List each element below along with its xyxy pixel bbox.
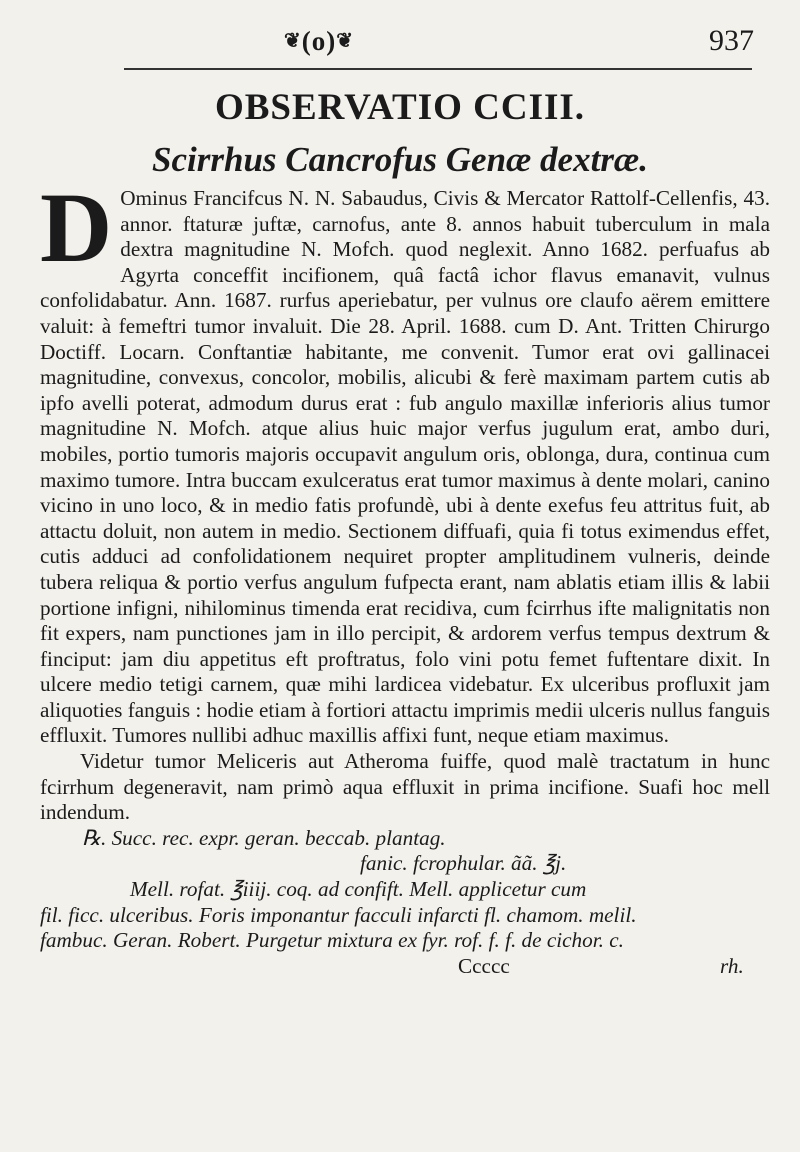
fleuron-left-icon: ❦: [284, 30, 302, 52]
observation-title: OBSERVATIO CCIII.: [214, 87, 586, 128]
ornament-text: (o): [301, 26, 337, 56]
header-rule: [124, 68, 752, 70]
page-footer: [40, 954, 770, 980]
drop-cap: D: [40, 172, 113, 283]
header-ornament: [284, 26, 354, 57]
fleuron-right-icon: ❦: [336, 30, 355, 52]
page-number: 937: [709, 24, 754, 57]
paragraph-2: Videtur tumor Meliceris aut Atheroma fuiffe, quod malè tractatum in hunc fcirrhum degeneravit, nam primò aqua effluxit in prima incifione. Suafi hoc mell indendum.: [40, 749, 770, 825]
recipe-line-3: Mell. rofat. ℥iiij. coq. ad confift. Mell. applicetur cum: [130, 877, 587, 902]
catchword: rh.: [720, 953, 744, 978]
signature-mark: Ccccc: [458, 953, 510, 978]
paragraph-1-text: Ominus Francifcus N. N. Sabaudus, Civis & Mercator Rattolf-Cellenfis, 43. annor. ftaturæ juftæ, carnofus, ante 8. annos habuit tuberculum in mala dextra magnitudine N. Mofch. quod neglexit. Anno 1682. perfuafus ab Agyrta conceffit incifionem, quâ factâ ichor flavus emanavit, vulnus confolidabatur. Ann. 1687. rurfus aperiebatur, per vulnus ore claufo aërem emittere valuit: à femeftri tumor invaluit. Die 28. April. 1688. cum D. Ant. Tritten Chirurgo Doctiff. Locarn. Conftantiæ habitante, me convenit. Tumor erat ovi gallinacei magnitudine, convexus, concolor, mobilis, alicubi & ferè maximam partem cutis ab ipfo avelli poterat, admodum durus erat : fub angulo maxillæ inferioris alius tumor magnitudine N. Mofch. atque alius huic major verfus jugulum erat, ambo duri, mobiles, portio tumoris majoris occupavit angulum oris, oblonga, dura, continua cum maximo tumore. Intra buccam exulceratus erat tumor maximus à dente molari, canino vicino in uno loco, & in medio fatis profundè, ubi à dente exefus feu attritus fuit, ab attactu doluit, non autem in medio. Sectionem diffuafi, quia fi totus eximendus effet, cutis adduci ad confolidationem nequiret propter amplitudinem vulneris, deinde tubera reliqua & portio verfus angulum fufpecta erant, nam ablatis etiam illis & labii portione infigni, nihilominus timenda erat recidiva, cum fcirrhus ifte malignitatis non fit expers, nam punctiones jam in illo percipit, & ardorem verfus tempus dextrum & finciput: jam diu appetitus eft proftratus, folo vini potu femet fuftentare dixit. In ulcere medio tetigi carnem, quæ mihi lardicea videbatur. Ex ulceribus profluxit jam aliquoties fanguis : hodie etiam à fortiori attactu imprimis medii ulceris nullus fanguis effluxit. Tumores nullibi adhuc maxillis affixi funt, neque etiam maximus.: [40, 186, 770, 748]
observation-subtitle: Scirrhus Cancrofus Genæ dextræ.: [152, 140, 648, 179]
recipe-line-2: fanic. fcrophular. ãã. ℥j.: [360, 851, 567, 876]
recipe-line-1: ℞. Succ. rec. expr. geran. beccab. plantag.: [82, 825, 446, 850]
recipe: [40, 826, 770, 980]
recipe-line-5: fambuc. Geran. Robert. Purgetur mixtura ex fyr. rof. f. f. de cichor. c.: [40, 928, 624, 953]
page-header: [40, 20, 768, 70]
recipe-line-4: fil. ficc. ulceribus. Foris imponantur facculi infarcti fl. chamom. melil.: [40, 902, 637, 927]
main-text: [40, 172, 770, 980]
paragraph-1: [40, 172, 770, 749]
